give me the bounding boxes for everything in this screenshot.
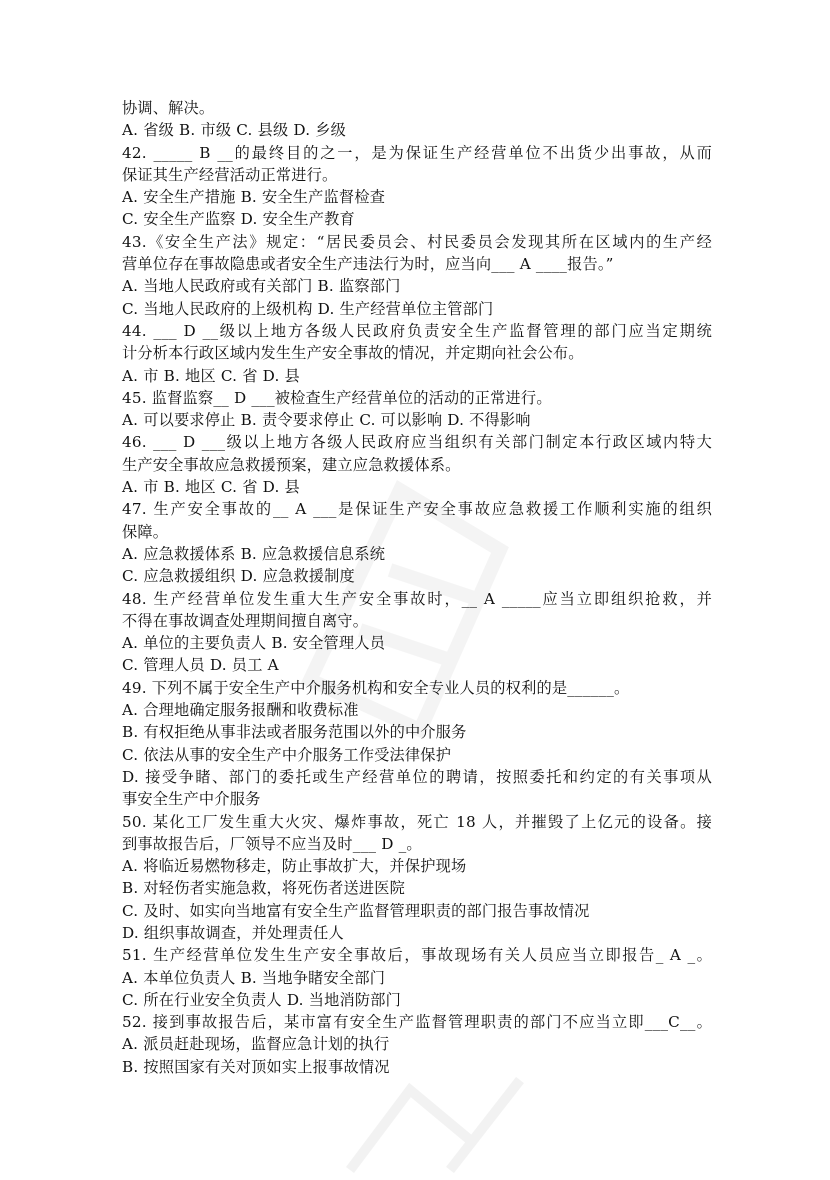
text-line: A. 合理地确定服务报酬和收费标准 bbox=[122, 701, 359, 720]
document-body bbox=[122, 97, 712, 1078]
text-line: 保障。 bbox=[122, 522, 169, 541]
text-line: A. 市 B. 地区 C. 省 D. 县 bbox=[122, 478, 300, 497]
text-line: 46. ___ D ___级以上地方各级人民政府应当组织有关部门制定本行政区域内特大 bbox=[122, 433, 712, 452]
text-line: A. 当地人民政府或有关部门 B. 监察部门 bbox=[122, 277, 401, 296]
text-line: B. 按照国家有关对顶如实上报事故情况 bbox=[122, 1057, 390, 1076]
text-line: 到事故报告后，厂领导不应当及时___ D _。 bbox=[122, 834, 422, 853]
text-line: 48. 生产经营单位发生重大生产安全事故时，__ A _____应当立即组织抢救，并 bbox=[122, 589, 712, 608]
text-line: 49. 下列不属于安全生产中介服务机构和安全专业人员的权利的是______。 bbox=[122, 678, 630, 697]
text-line: 44. ___ D __级以上地方各级人民政府负责安全生产监督管理的部门应当定期统 bbox=[122, 321, 712, 340]
text-line: A. 可以要求停止 B. 责令要求停止 C. 可以影响 D. 不得影响 bbox=[122, 411, 531, 430]
text-line: A. 本单位负责人 B. 当地争睹安全部门 bbox=[122, 968, 386, 987]
text-line: 47. 生产安全事故的__ A ___是保证生产安全事故应急救援工作顺利实施的组织 bbox=[122, 500, 712, 519]
text-line: C. 依法从事的安全生产中介服务工作受法律保护 bbox=[122, 745, 452, 764]
text-line: 计分析本行政区域内发生生产安全事故的情况，并定期向社会公布。 bbox=[122, 344, 584, 363]
text-line: 保证其生产经营活动正常进行。 bbox=[122, 165, 338, 184]
text-line: 52. 接到事故报告后，某市富有安全生产监督管理职责的部门不应当立即___C__。 bbox=[122, 1013, 712, 1032]
text-line: 营单位存在事故隐患或者安全生产违法行为时，应当向___ A ____报告。” bbox=[122, 255, 614, 274]
text-line: C. 当地人民政府的上级机构 D. 生产经营单位主管部门 bbox=[122, 299, 494, 318]
text-line: A. 应急救援体系 B. 应急救援信息系统 bbox=[122, 544, 386, 563]
text-line: A. 单位的主要负责人 B. 安全管理人员 bbox=[122, 634, 386, 653]
text-line: A. 市 B. 地区 C. 省 D. 县 bbox=[122, 366, 300, 385]
text-line: A. 安全生产措施 B. 安全生产监督检查 bbox=[122, 188, 386, 207]
text-line: C. 管理人员 D. 员工 A bbox=[122, 656, 279, 675]
text-line: 不得在事故调查处理期间擅自离守。 bbox=[122, 611, 369, 630]
text-line: A. 省级 B. 市级 C. 县级 D. 乡级 bbox=[122, 121, 347, 140]
text-line: C. 应急救援组织 D. 应急救援制度 bbox=[122, 567, 355, 586]
text-line: A. 将临近易燃物移走，防止事故扩大，并保护现场 bbox=[122, 857, 467, 876]
text-line: 43.《安全生产法》规定：“居民委员会、村民委员会发现其所在区域内的生产经 bbox=[122, 232, 712, 251]
text-line: 事安全生产中介服务 bbox=[122, 790, 261, 809]
text-line: B. 对轻伤者实施急救，将死伤者送进医院 bbox=[122, 879, 406, 898]
text-line: 51. 生产经营单位发生生产安全事故后，事故现场有关人员应当立即报告_ A _。 bbox=[122, 946, 712, 965]
text-line: C. 安全生产监察 D. 安全生产教育 bbox=[122, 210, 355, 229]
text-line: D. 接受争睹、部门的委托或生产经营单位的聘请，按照委托和约定的有关事项从 bbox=[122, 767, 712, 786]
text-line: A. 派员赶赴现场，监督应急计划的执行 bbox=[122, 1035, 390, 1054]
text-line: 45. 监督监察__ D ___被检查生产经营单位的活动的正常进行。 bbox=[122, 388, 552, 407]
text-line: C. 及时、如实向当地富有安全生产监督管理职责的部门报告事故情况 bbox=[122, 901, 590, 920]
text-line: 生产安全事故应急救援预案，建立应急救援体系。 bbox=[122, 455, 461, 474]
text-line: 42. _____ B __的最终目的之一，是为保证生产经营单位不出货少出事故，从而 bbox=[122, 143, 712, 162]
text-line: C. 所在行业安全负责人 D. 当地消防部门 bbox=[122, 990, 402, 1009]
text-line: B. 有权拒绝从事非法或者服务范围以外的中介服务 bbox=[122, 723, 467, 742]
text-line: 50. 某化工厂发生重大火灾、爆炸事故，死亡 18 人，并摧毁了上亿元的设备。接 bbox=[122, 812, 712, 831]
text-line: D. 组织事故调查，并处理责任人 bbox=[122, 923, 344, 942]
text-line: 协调、解决。 bbox=[122, 99, 215, 117]
